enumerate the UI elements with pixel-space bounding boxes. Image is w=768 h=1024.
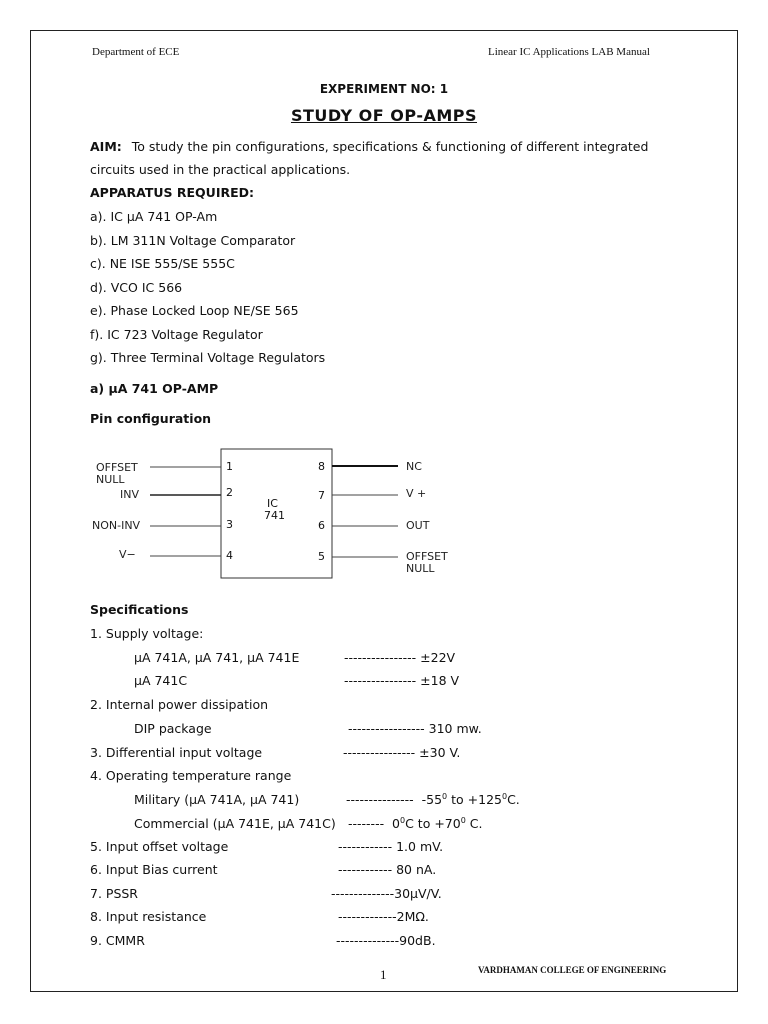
spec-offset-value: ------------ 1.0 mV.: [338, 839, 444, 854]
footer-college: VARDHAMAN COLLEGE OF ENGINEERING: [478, 965, 667, 975]
ic-label-number: 741: [264, 509, 285, 522]
section-heading-741: a) µA 741 OP-AMP: [90, 381, 219, 396]
apparatus-item: b). LM 311N Voltage Comparator: [90, 233, 296, 248]
apparatus-heading: APPARATUS REQUIRED:: [90, 185, 255, 200]
spec-sv2-value: ---------------- ±18 V: [344, 673, 460, 688]
specifications-heading: Specifications: [90, 602, 189, 617]
spec-dip-label: DIP package: [134, 721, 212, 736]
apparatus-item: e). Phase Locked Loop NE/SE 565: [90, 303, 299, 318]
aim-label: AIM:: [90, 139, 122, 154]
spec-resistance-label: 8. Input resistance: [90, 909, 207, 924]
pin-2-name: INV: [120, 488, 139, 501]
pin-6-name: OUT: [406, 519, 430, 532]
pin-7-name: V +: [406, 487, 427, 500]
spec-offset-label: 5. Input offset voltage: [90, 839, 229, 854]
aim-line-2: circuits used in the practical applications.: [90, 162, 351, 177]
pin-8-name: NC: [406, 460, 422, 473]
spec-bias-value: ------------ 80 nA.: [338, 862, 437, 877]
pin-number-5: 5: [318, 550, 325, 563]
page-number: 1: [380, 967, 387, 982]
pin-number-2: 2: [226, 486, 233, 499]
spec-supply-voltage: 1. Supply voltage:: [90, 626, 204, 641]
apparatus-item: c). NE ISE 555/SE 555C: [90, 256, 235, 271]
spec-military-label: Military (µA 741A, µA 741): [134, 792, 300, 807]
pin-5-name-2: NULL: [406, 562, 435, 575]
pin-number-1: 1: [226, 460, 233, 473]
spec-diff-label: 3. Differential input voltage: [90, 745, 263, 760]
apparatus-item: a). IC µA 741 OP-Am: [90, 209, 218, 224]
spec-temp: 4. Operating temperature range: [90, 768, 292, 783]
spec-commercial-label: Commercial (µA 741E, µA 741C): [134, 816, 336, 831]
spec-military-value: --------------- $-55^0$ to $+125^0C$.: [346, 792, 520, 808]
apparatus-item: g). Three Terminal Voltage Regulators: [90, 350, 326, 365]
spec-bias-label: 6. Input Bias current: [90, 862, 218, 877]
pin-1-name-2: NULL: [96, 473, 125, 486]
spec-diff-value: ---------------- ±30 V.: [343, 745, 461, 760]
aim-text-1: To study the pin configurations, specifications & functioning of different integrated: [131, 139, 649, 154]
spec-sv1-value: ---------------- ±22V: [344, 650, 456, 665]
apparatus-item: f). IC 723 Voltage Regulator: [90, 327, 263, 342]
spec-commercial-value: -------- $0^0C$ to $+70^0$ C.: [348, 816, 483, 832]
header-department: Department of ECE: [92, 46, 180, 58]
spec-sv1-label: µA 741A, µA 741, µA 741E: [134, 650, 300, 665]
spec-sv2-label: µA 741C: [134, 673, 188, 688]
page-title: STUDY OF OP-AMPS: [290, 106, 478, 125]
pin-configuration-heading: Pin configuration: [90, 411, 212, 426]
ic-label: IC: [267, 497, 278, 510]
spec-cmmr-value: --------------90dB.: [336, 933, 436, 948]
spec-cmmr-label: 9. CMMR: [90, 933, 145, 948]
spec-pssr-value: --------------30µV/V.: [331, 886, 442, 901]
pin-4-name: V−: [119, 548, 136, 561]
pin-number-8: 8: [318, 460, 325, 473]
apparatus-item: d). VCO IC 566: [90, 280, 183, 295]
pin-number-7: 7: [318, 489, 325, 502]
pin-5-name: OFFSET: [406, 550, 448, 563]
spec-power: 2. Internal power dissipation: [90, 697, 269, 712]
header-manual-title: Linear IC Applications LAB Manual: [488, 46, 650, 58]
pin-number-4: 4: [226, 549, 233, 562]
spec-dip-value: ----------------- 310 mw.: [348, 721, 482, 736]
pin-3-name: NON-INV: [92, 519, 141, 532]
pin-number-6: 6: [318, 519, 325, 532]
pin-number-3: 3: [226, 518, 233, 531]
experiment-number: EXPERIMENT NO: 1: [319, 82, 449, 96]
pin-1-name: OFFSET: [96, 461, 138, 474]
spec-pssr-label: 7. PSSR: [90, 886, 138, 901]
spec-resistance-value: -------------2MΩ.: [338, 909, 429, 924]
